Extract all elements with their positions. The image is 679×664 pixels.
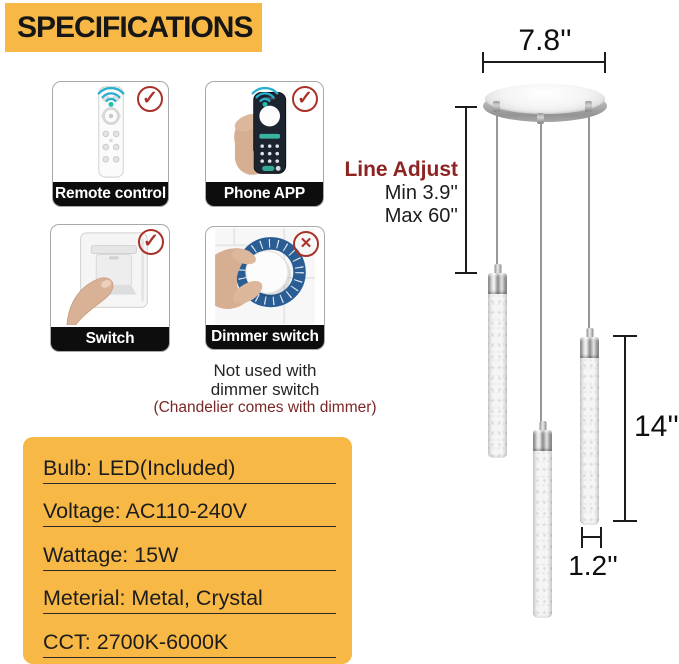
dimension-tick bbox=[455, 106, 477, 108]
tube-diameter-label: 1.2'' bbox=[568, 550, 618, 581]
dimmer-note-line2: dimmer switch bbox=[210, 380, 320, 399]
tube-nipple bbox=[494, 264, 501, 273]
tube-diameter-measure bbox=[581, 536, 602, 538]
spec-text: Meterial: Metal, Crystal bbox=[43, 586, 263, 610]
divider bbox=[43, 613, 336, 614]
card-remote-control bbox=[52, 81, 169, 207]
dimension-tick bbox=[613, 520, 637, 522]
tube-nipple bbox=[586, 328, 593, 337]
dimmer-note-line1: Not used with bbox=[213, 361, 317, 380]
dimension-tick bbox=[482, 52, 484, 73]
dimmer-note-line3: (Chandelier comes with dimmer) bbox=[153, 399, 377, 416]
line-adjust-max: Max 60'' bbox=[384, 205, 458, 227]
tube-nipple bbox=[539, 421, 546, 430]
pendant-length-measure bbox=[624, 336, 626, 522]
tube-cap bbox=[580, 337, 599, 358]
canopy-diameter-label: 7.8'' bbox=[518, 24, 572, 57]
line-adjust-title: Line Adjust bbox=[344, 158, 458, 181]
spec-row-bulb bbox=[43, 440, 336, 484]
spec-text: Wattage: 15W bbox=[43, 542, 179, 567]
spec-text: CCT: 2700K-6000K bbox=[43, 629, 229, 654]
line-adjust-block bbox=[330, 158, 458, 228]
spec-row-wattage bbox=[43, 527, 336, 571]
divider bbox=[43, 657, 336, 658]
card-label-bar bbox=[51, 327, 169, 351]
card-label-bar bbox=[206, 325, 324, 349]
card-phone-app bbox=[205, 81, 324, 207]
phone-app-label: Phone APP bbox=[223, 185, 306, 202]
line-adjust-measure bbox=[465, 107, 467, 274]
line-adjust-min: Min 3.9'' bbox=[384, 182, 458, 204]
card-label-bar bbox=[53, 182, 168, 206]
card-switch bbox=[50, 224, 170, 352]
tube-cap bbox=[533, 430, 552, 451]
dimension-line-78 bbox=[483, 61, 606, 63]
hanging-wire-middle bbox=[540, 123, 542, 430]
hanging-wire-right bbox=[588, 111, 590, 337]
spec-row-voltage bbox=[43, 484, 336, 528]
crystal-tube bbox=[533, 451, 552, 618]
check-mark-icon: ✓ bbox=[292, 86, 318, 112]
dimension-tick bbox=[604, 52, 606, 73]
spec-row-material bbox=[43, 571, 336, 615]
spec-row-cct bbox=[43, 614, 336, 658]
dimmer-switch-label: Dimmer switch bbox=[211, 328, 319, 345]
wifi-icon bbox=[246, 85, 284, 107]
page-title: SPECIFICATIONS bbox=[17, 10, 253, 44]
crystal-tube bbox=[488, 294, 507, 458]
divider bbox=[43, 483, 336, 484]
crystal-tube bbox=[580, 358, 599, 525]
cross-mark-icon: ✕ bbox=[293, 231, 319, 257]
dimension-tick bbox=[613, 335, 637, 337]
tube-cap bbox=[488, 273, 507, 294]
wifi-icon bbox=[92, 85, 130, 107]
remote-control-label: Remote control bbox=[55, 185, 166, 202]
card-dimmer-switch bbox=[205, 226, 325, 350]
pendant-tube-right bbox=[580, 328, 599, 525]
check-mark-icon: ✓ bbox=[138, 229, 164, 255]
divider bbox=[43, 526, 336, 527]
dimension-tick bbox=[455, 272, 477, 274]
specifications-header bbox=[5, 3, 262, 52]
check-mark-icon: ✓ bbox=[137, 86, 163, 112]
divider bbox=[43, 570, 336, 571]
hanging-wire-left bbox=[496, 111, 498, 273]
switch-label: Switch bbox=[85, 330, 135, 347]
pendant-tube-left bbox=[488, 264, 507, 458]
card-label-bar bbox=[206, 182, 323, 206]
pendant-length-label: 14'' bbox=[634, 410, 679, 443]
pendant-tube-middle bbox=[533, 421, 552, 618]
spec-list bbox=[23, 437, 352, 664]
spec-text: Voltage: AC110-240V bbox=[43, 499, 248, 523]
spec-text: Bulb: LED(Included) bbox=[43, 455, 236, 480]
